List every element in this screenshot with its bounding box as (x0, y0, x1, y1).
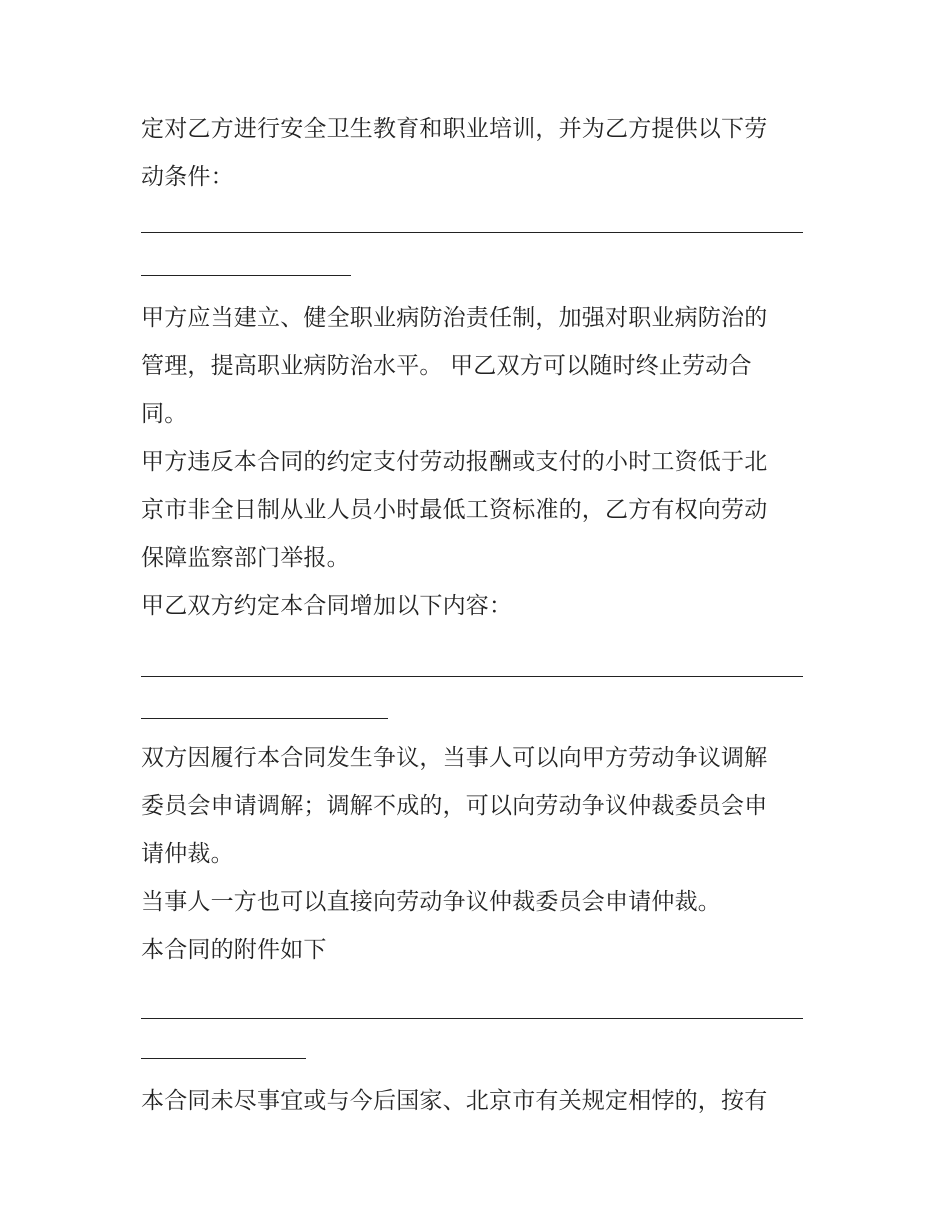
blank-fill-line (141, 1058, 306, 1059)
blank-fill-line (141, 1018, 803, 1019)
blank-fill-line (141, 676, 803, 677)
text-line: 甲方应当建立、健全职业病防治责任制，加强对职业病防治的 (141, 305, 768, 331)
text-line: 动条件： (141, 164, 234, 190)
blank-fill-line (141, 718, 388, 719)
text-line: 甲乙双方约定本合同增加以下内容： (141, 593, 513, 619)
text-line: 保障监察部门举报。 (141, 545, 350, 571)
paragraph-disputes (141, 734, 821, 974)
text-line: 请仲裁。 (141, 841, 234, 867)
text-line: 委员会申请调解；调解不成的，可以向劳动争议仲裁委员会申 (141, 793, 768, 819)
blank-fill-line (141, 232, 803, 233)
text-line: 本合同的附件如下 (141, 937, 327, 963)
text-line: 同。 (141, 401, 188, 427)
text-line: 当事人一方也可以直接向劳动争议仲裁委员会申请仲裁。 (141, 889, 721, 915)
text-line: 定对乙方进行安全卫生教育和职业培训，并为乙方提供以下劳 (141, 116, 768, 142)
text-line: 京市非全日制从业人员小时最低工资标准的，乙方有权向劳动 (141, 497, 768, 523)
text-line: 双方因履行本合同发生争议，当事人可以向甲方劳动争议调解 (141, 745, 768, 771)
paragraph-remaining-matters (141, 1077, 821, 1125)
text-line: 管理，提高职业病防治水平。 甲乙双方可以随时终止劳动合 (141, 353, 752, 379)
blank-fill-line (141, 275, 351, 276)
text-line: 本合同未尽事宜或与今后国家、北京市有关规定相悖的，按有 (141, 1088, 768, 1114)
paragraph-obligations (141, 294, 821, 630)
paragraph-labor-conditions (141, 105, 821, 201)
text-line: 甲方违反本合同的约定支付劳动报酬或支付的小时工资低于北 (141, 449, 768, 475)
